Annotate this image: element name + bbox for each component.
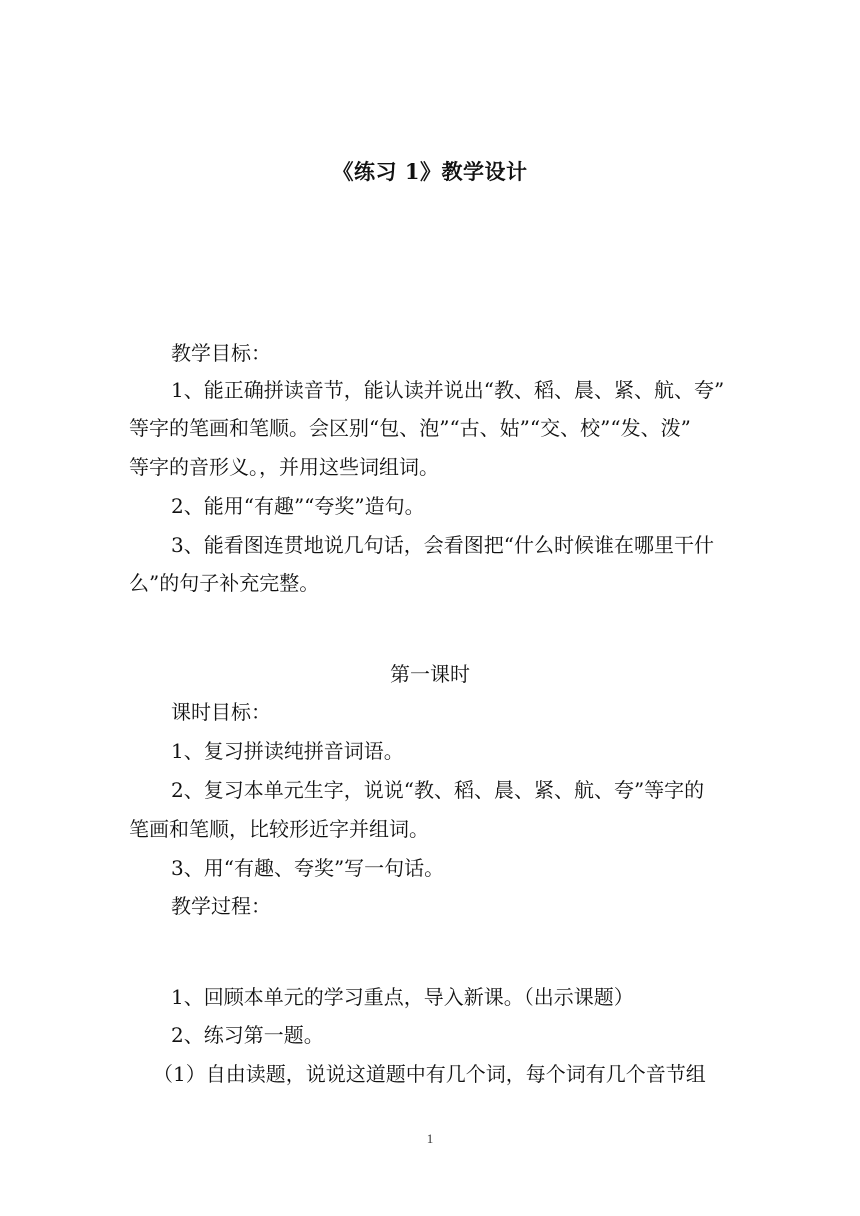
page-number: 1 [426, 1131, 434, 1146]
document-title: 《练习 1》教学设计 [332, 159, 528, 184]
objective-1-line-2: 等字的笔画和笔顺。会区别“包、泡”“古、姑”“交、校”“发、泼” [129, 416, 691, 440]
objective-2: 2、能用“有趣”“夸奖”造句。 [171, 494, 425, 518]
process-item-1: 1、回顾本单元的学习重点，导入新课。（出示课题） [171, 985, 634, 1009]
objective-1-line-1: 1、能正确拼读音节，能认读并说出“教、稻、晨、紧、航、夸” [171, 378, 725, 402]
objective-3-line-1: 3、能看图连贯地说几句话，会看图把“什么时候谁在哪里干什 [171, 533, 714, 557]
lesson-heading: 第一课时 [390, 662, 470, 686]
objectives-heading: 教学目标： [171, 341, 271, 365]
lesson-objectives-heading: 课时目标： [171, 700, 271, 724]
lesson-objective-2-line-2: 笔画和笔顺，比较形近字并组词。 [129, 817, 429, 841]
process-heading: 教学过程： [171, 894, 271, 918]
process-item-2: 2、练习第一题。 [171, 1023, 324, 1047]
objective-1-line-3: 等字的音形义。，并用这些词组词。 [129, 455, 439, 479]
lesson-objective-3: 3、用“有趣、夸奖”写一句话。 [171, 856, 445, 880]
lesson-objective-2-line-1: 2、复习本单元生字，说说“教、稻、晨、紧、航、夸”等字的 [171, 778, 705, 802]
lesson-objective-1: 1、复习拼读纯拼音词语。 [171, 739, 404, 763]
process-item-2-sub-1: （1）自由读题，说说这道题中有几个词，每个词有几个音节组 [153, 1062, 706, 1086]
objective-3-line-2: 么”的句子补充完整。 [129, 571, 320, 595]
